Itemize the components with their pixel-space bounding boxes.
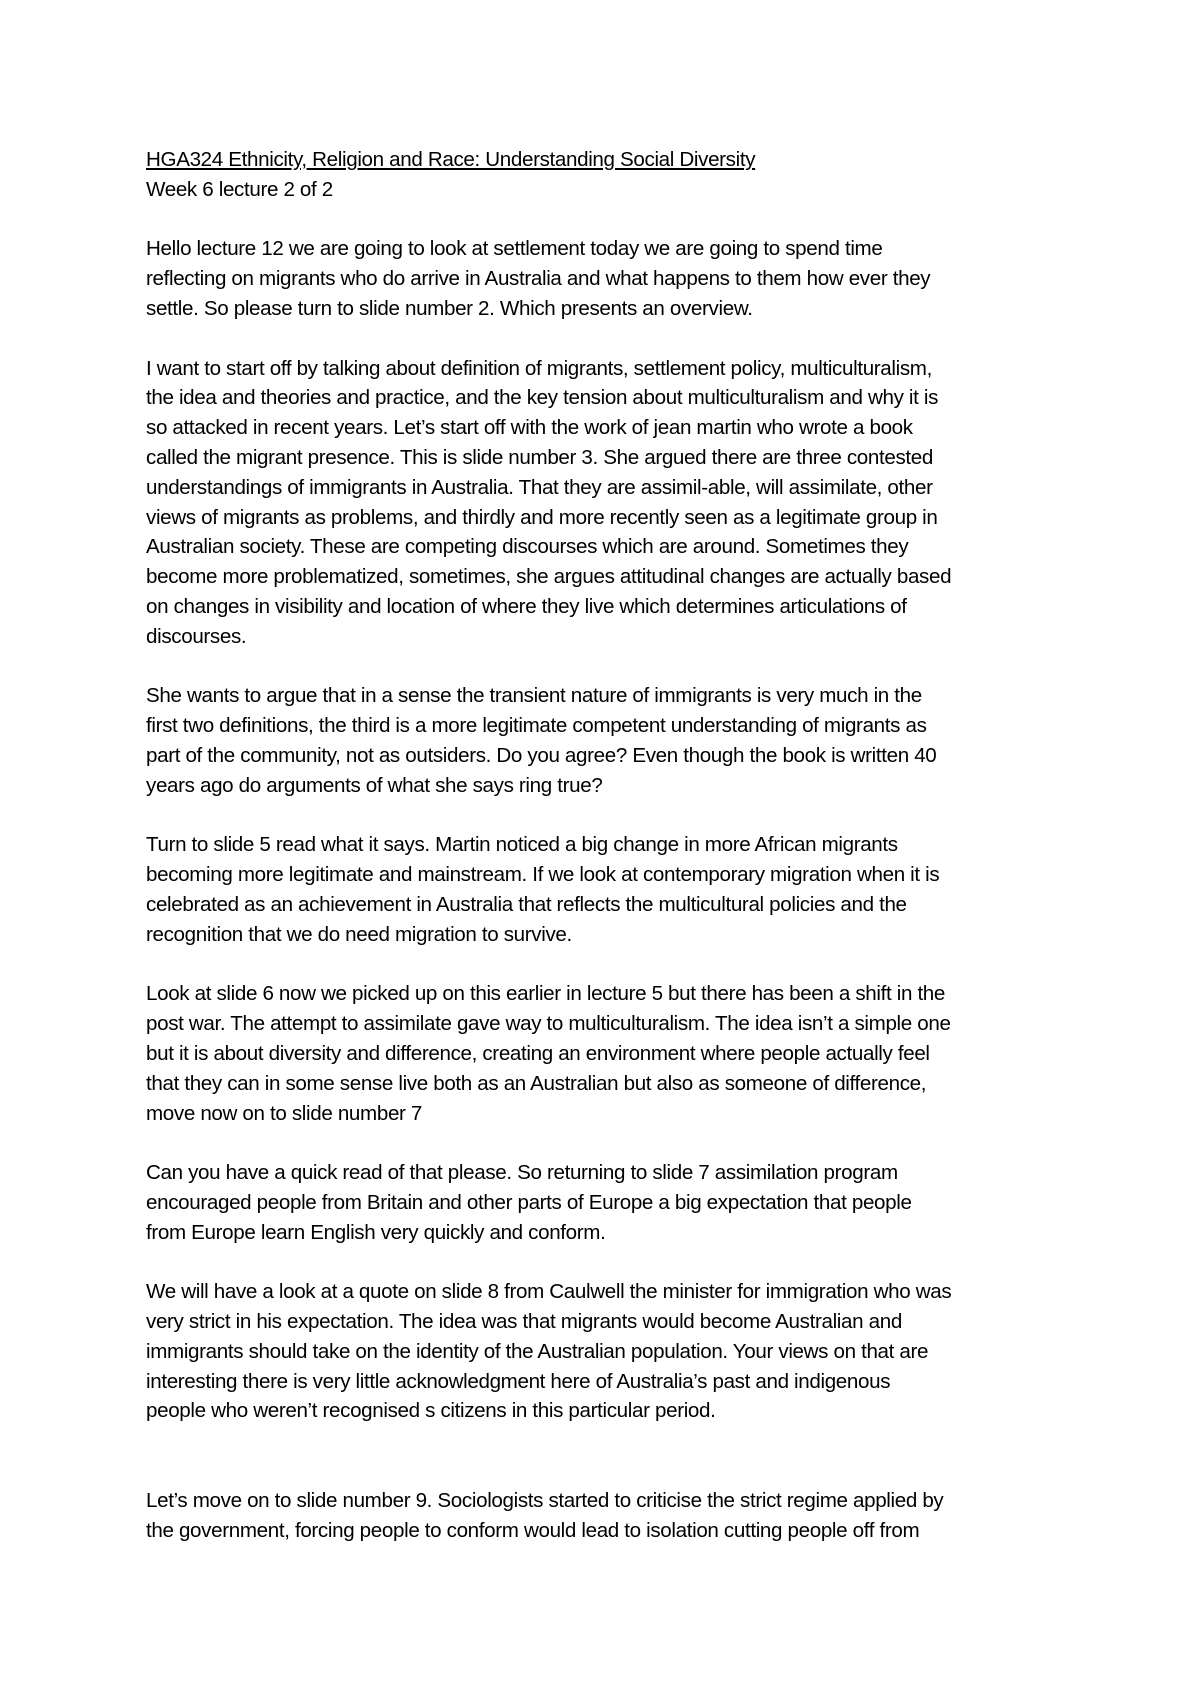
- paragraph: [146, 234, 1076, 323]
- paragraph-line: very strict in his expectation. The idea was that migrants would become Australian and: [146, 1310, 902, 1334]
- paragraph-line: Can you have a quick read of that please. So returning to slide 7 assimilation program: [146, 1161, 898, 1185]
- paragraph-line: interesting there is very little acknowledgment here of Australia’s past and indigenous: [146, 1369, 891, 1393]
- paragraph-line: first two definitions, the third is a more legitimate competent understanding of migrants as: [146, 714, 927, 738]
- paragraph: [146, 979, 1076, 1128]
- paragraph-line: the idea and theories and practice, and the key tension about multiculturalism and why it is: [146, 386, 939, 410]
- paragraph-line: Turn to slide 5 read what it says. Martin noticed a big change in more African migrants: [146, 833, 898, 857]
- paragraph: [146, 1277, 1076, 1426]
- paragraph-line: become more problematized, sometimes, she argues attitudinal changes are actually based: [146, 565, 952, 589]
- document-title: HGA324 Ethnicity, Religion and Race: Understanding Social Diversity: [146, 148, 756, 171]
- paragraph-line: encouraged people from Britain and other parts of Europe a big expectation that people: [146, 1190, 912, 1214]
- document-body: [146, 145, 1076, 1575]
- paragraph-line: becoming more legitimate and mainstream. If we look at contemporary migration when it is: [146, 863, 940, 887]
- paragraph-line: Hello lecture 12 we are going to look at settlement today we are going to spend time: [146, 237, 883, 261]
- paragraph-line: the government, forcing people to conform would lead to isolation cutting people off from: [146, 1518, 920, 1542]
- paragraph: [146, 1486, 1076, 1546]
- paragraph: [146, 354, 1076, 652]
- paragraph-line: discourses.: [146, 624, 247, 648]
- paragraph-line: post war. The attempt to assimilate gave way to multiculturalism. The idea isn’t a simple one: [146, 1012, 951, 1036]
- paragraph-line: move now on to slide number 7: [146, 1101, 423, 1125]
- paragraph-line: reflecting on migrants who do arrive in Australia and what happens to them how ever they: [146, 267, 931, 291]
- paragraph-line: She wants to argue that in a sense the transient nature of immigrants is very much in the: [146, 684, 922, 708]
- paragraph-line: We will have a look at a quote on slide 8 from Caulwell the minister for immigration who was: [146, 1280, 952, 1304]
- paragraph-line: Let’s move on to slide number 9. Sociologists started to criticise the strict regime applied by: [146, 1488, 944, 1512]
- document-subtitle: Week 6 lecture 2 of 2: [146, 177, 333, 201]
- paragraph-line: views of migrants as problems, and thirdly and more recently seen as a legitimate group in: [146, 505, 938, 529]
- paragraph: [146, 1158, 1076, 1247]
- paragraph-line: understandings of immigrants in Australia. That they are assimil-able, will assimilate, other: [146, 475, 933, 499]
- paragraph-line: I want to start off by talking about definition of migrants, settlement policy, multiculturalism,: [146, 356, 932, 380]
- paragraph-line: called the migrant presence. This is slide number 3. She argued there are three contested: [146, 445, 933, 469]
- paragraph-line: so attacked in recent years. Let’s start off with the work of jean martin who wrote a book: [146, 416, 913, 440]
- paragraph-line: years ago do arguments of what she says ring true?: [146, 773, 603, 797]
- paragraph-line: on changes in visibility and location of where they live which determines articulations of: [146, 594, 907, 618]
- paragraph-line: immigrants should take on the identity of the Australian population. Your views on that are: [146, 1339, 929, 1363]
- paragraph-line: settle. So please turn to slide number 2. Which presents an overview.: [146, 296, 753, 320]
- paragraph-line: recognition that we do need migration to survive.: [146, 922, 572, 946]
- paragraph-line: Look at slide 6 now we picked up on this earlier in lecture 5 but there has been a shift in the: [146, 982, 946, 1006]
- paragraph-line: people who weren’t recognised s citizens in this particular period.: [146, 1399, 716, 1423]
- paragraph-line: that they can in some sense live both as an Australian but also as someone of difference,: [146, 1071, 927, 1095]
- paragraph-line: Australian society. These are competing discourses which are around. Sometimes they: [146, 535, 909, 559]
- paragraph-list: [146, 234, 1076, 1545]
- paragraph-line: but it is about diversity and difference, creating an environment where people actually feel: [146, 1041, 930, 1065]
- paragraph: [146, 830, 1076, 949]
- paragraph: [146, 681, 1076, 800]
- paragraph-line: celebrated as an achievement in Australia that reflects the multicultural policies and the: [146, 892, 907, 916]
- paragraph-line: part of the community, not as outsiders. Do you agree? Even though the book is written 40: [146, 743, 937, 767]
- paragraph-line: from Europe learn English very quickly and conform.: [146, 1220, 606, 1244]
